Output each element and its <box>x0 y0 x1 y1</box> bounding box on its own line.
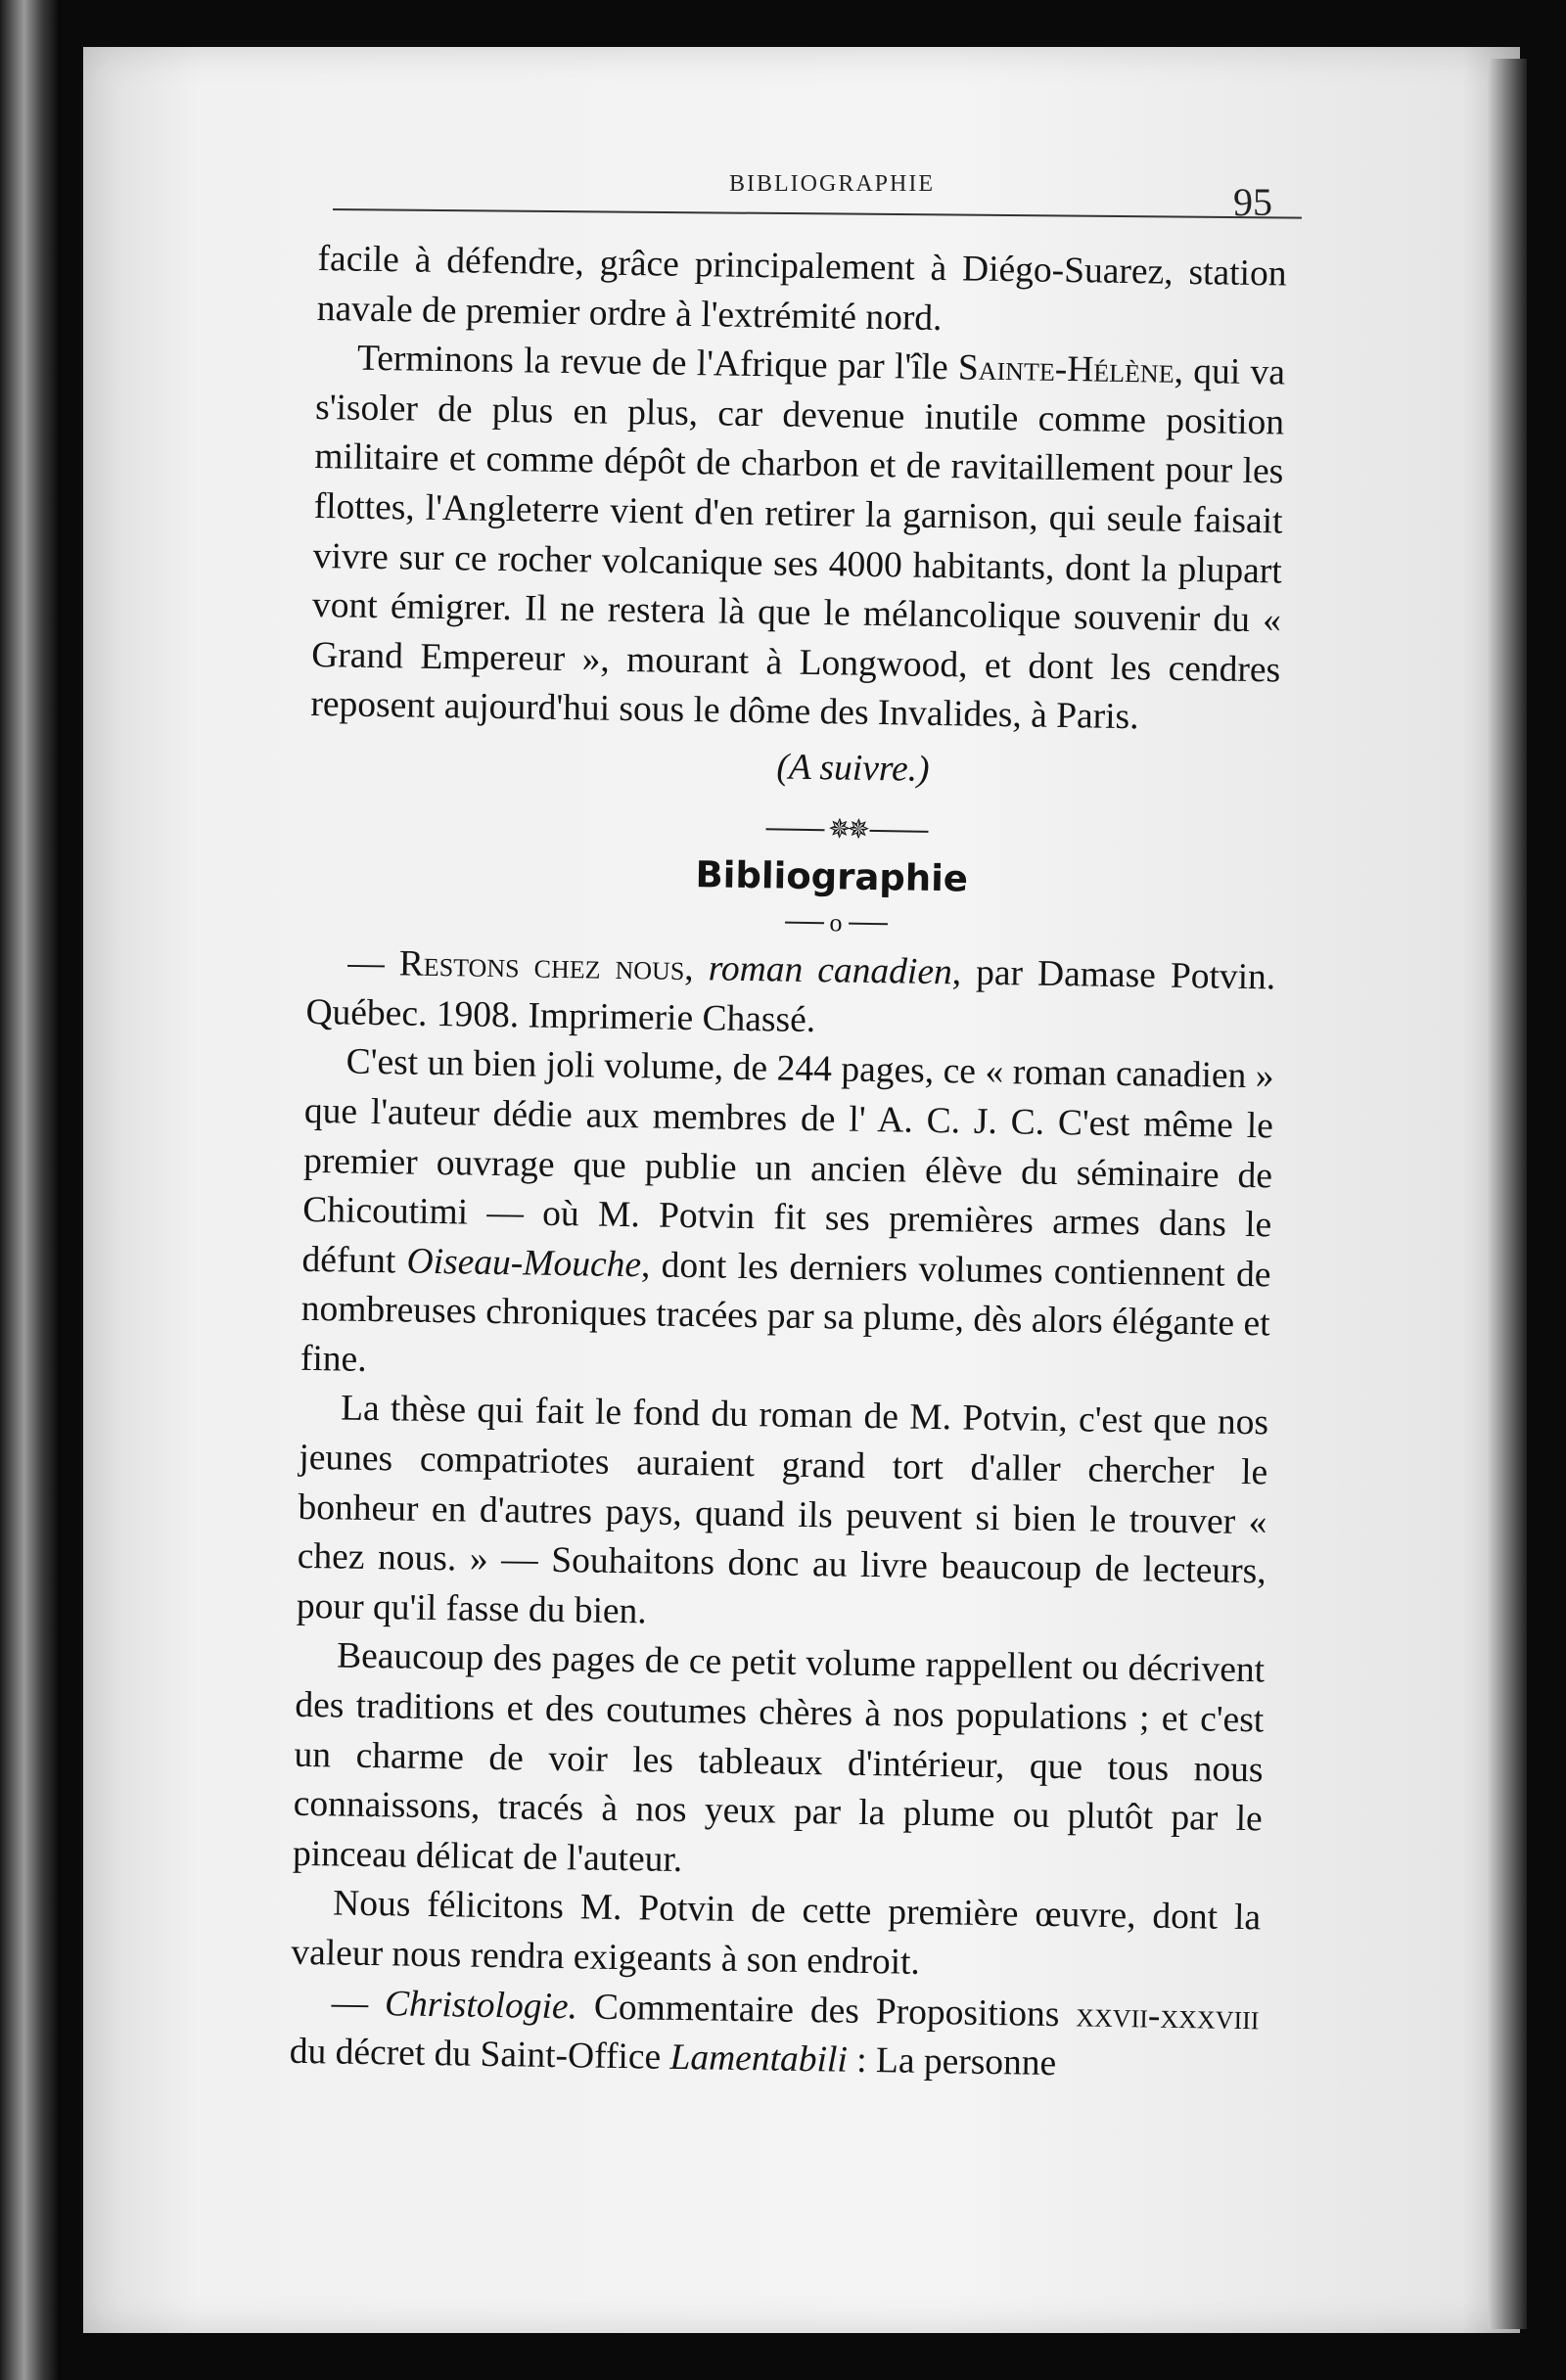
paragraph-continuation: facile à défendre, grâce principalement à Diégo-Suarez, station navale de premier ordre à l'extrémité nord. <box>316 238 1287 339</box>
title-ornament: o <box>307 893 1277 954</box>
review-paragraph-1: C'est un bien joli volume, de 244 pages, ce « roman canadien » que l'auteur dédie aux membres de l' A. C. J. C. C'est même le premier ouvrage que publie un ancien élève du séminaire de Chicoutimi — où M. Potvin fit ses premières armes dans le défunt Oiseau-Mouche, dont les derniers volumes contiennent de nombreuses chroniques tracées par sa plume, dès alors élégante et fine. <box>299 1041 1274 1380</box>
review-paragraph-3: Beaucoup des pages de ce petit volume rappellent ou décrivent des traditions et des coutumes chères à nos populations ; et c'est un charme de voir les tableaux d'intérieur, que tous nous connaissons, tracés à nos yeux par la plume ou plutôt par le pinceau délicat de l'auteur. <box>292 1635 1266 1880</box>
page-header <box>333 152 1312 224</box>
to-be-continued: (A suivre.) <box>776 747 930 790</box>
review-paragraph-2: La thèse qui fait le fond du roman de M. Potvin, c'est que nos jeunes compatriotes auraient grand tort d'aller chercher le bonheur en d'autres pays, quand ils peuvent si bien le trouver « chez nous. » — Souhaitons donc au livre beaucoup de lecteurs, pour qu'il fasse du bien. <box>296 1388 1269 1632</box>
page-number: 95 <box>1233 180 1272 224</box>
section-title: Bibliographie <box>695 852 969 900</box>
bibliography-entry-1: — Restons chez nous, roman canadien, par Damase Potvin. Québec. 1908. Imprimerie Chassé. <box>305 942 1276 1040</box>
bibliography-entry-2: — Christologie. Commentaire des Propositions xxvii-xxxviii du décret du Saint-Office Lamentabili : La personne <box>289 1983 1260 2084</box>
facing-page-edge <box>0 0 61 2380</box>
running-head: BIBLIOGRAPHIE <box>729 171 935 197</box>
page-body <box>289 235 1286 2092</box>
review-paragraph-4: Nous félicitons M. Potvin de cette première œuvre, dont la valeur nous rendra exigeants à son endroit. <box>291 1883 1262 1983</box>
section-ornament: ✵✵ <box>308 795 1278 859</box>
paragraph-sainte-helene: Terminons la revue de l'Afrique par l'île Sainte-Hélène, qui va s'isoler de plus en plus, car devenue inutile comme position militaire et comme dépôt de charbon et de ravitaillement pour les flottes, l'Angleterre vient d'en retirer la garnison, qui seule faisait vivre sur ce rocher volcanique ses 4000 habitants, dont la plupart vont émigrer. Il ne restera là que le mélancolique souvenir du « Grand Empereur », mourant à Longwood, et dont les cendres reposent aujourd'hui sous le dôme des Invalides, à Paris. <box>310 338 1286 738</box>
page-edge-shadow <box>1488 59 1527 2329</box>
